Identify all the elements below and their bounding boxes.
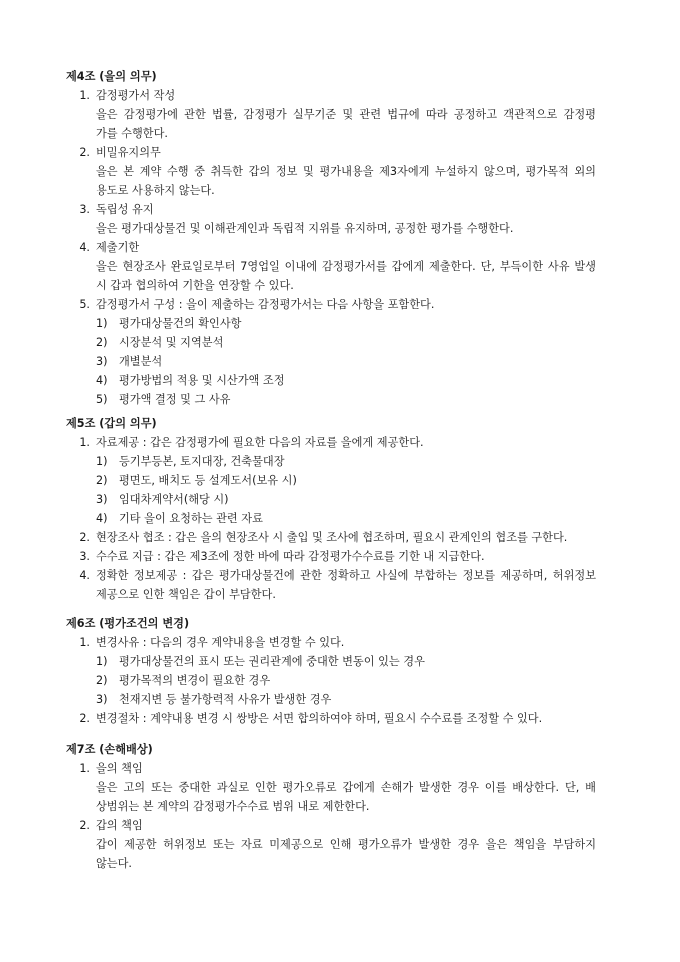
sub-item-text: 임대차계약서(해당 시) bbox=[119, 493, 229, 506]
clause-item bbox=[66, 238, 626, 295]
sub-item-text: 평가목적의 변경이 필요한 경우 bbox=[119, 674, 271, 687]
clause-heading: 수수료 지급 : 갑은 제3조에 정한 바에 따라 감정평가수수료를 기한 내 지급한다. bbox=[96, 550, 485, 563]
clause-text: 을은 평가대상물건 및 이해관계인과 독립적 지위를 유지하며, 공정한 평가를 수행한다. bbox=[96, 222, 514, 235]
clause-number: 2. bbox=[79, 819, 90, 832]
sub-item-number: 2) bbox=[96, 474, 108, 487]
clause-number: 1. bbox=[79, 762, 90, 775]
clause-heading: 갑의 책임 bbox=[96, 819, 143, 832]
sub-item bbox=[96, 333, 596, 352]
clause-item bbox=[66, 528, 626, 547]
sub-item-number: 5) bbox=[96, 393, 108, 406]
clause-text: 않는다. bbox=[96, 857, 132, 870]
sub-item-number: 3) bbox=[96, 693, 108, 706]
clause-item bbox=[66, 143, 626, 200]
clause-heading: 현장조사 협조 : 갑은 을의 현장조사 시 출입 및 조사에 협조하며, 필요시 관계인의 협조를 구한다. bbox=[96, 531, 568, 544]
clause-number: 2. bbox=[79, 531, 90, 544]
clause-text: 을은 본 계약 수행 중 취득한 갑의 정보 및 평가내용을 제3자에게 누설하지 않으며, 평가목적 외의 bbox=[96, 165, 596, 178]
sub-item-text: 평가대상물건의 표시 또는 권리관계에 중대한 변동이 있는 경우 bbox=[119, 655, 425, 668]
article-title: 제6조 (평가조건의 변경) bbox=[66, 617, 190, 630]
article-5 bbox=[66, 414, 626, 604]
article-6 bbox=[66, 614, 626, 728]
sub-item bbox=[96, 690, 596, 709]
sub-item-number: 4) bbox=[96, 374, 108, 387]
sub-item-text: 평가방법의 적용 및 시산가액 조정 bbox=[119, 374, 285, 387]
clause-text: 제공으로 인한 책임은 갑이 부담한다. bbox=[96, 588, 276, 601]
clause-heading: 변경절차 : 계약내용 변경 시 쌍방은 서면 합의하여야 하며, 필요시 수수료를 조정할 수 있다. bbox=[96, 712, 543, 725]
sub-item bbox=[96, 652, 596, 671]
clause-heading: 정확한 정보제공 : 갑은 평가대상물건에 관한 정확하고 사실에 부합하는 정보를 제공하며, 허위정보 bbox=[96, 569, 596, 582]
clause-item bbox=[66, 433, 626, 528]
sub-item-text: 시장분석 및 지역분석 bbox=[119, 336, 224, 349]
clause-item bbox=[66, 200, 626, 238]
article-title: 제5조 (갑의 의무) bbox=[66, 417, 157, 430]
clause-heading: 을의 책임 bbox=[96, 762, 143, 775]
clause-text: 을은 현장조사 완료일로부터 7영업일 이내에 감정평가서를 갑에게 제출한다. 단, 부득이한 사유 발생 bbox=[96, 260, 596, 273]
sub-item-text: 등기부등본, 토지대장, 건축물대장 bbox=[119, 455, 285, 468]
sub-item bbox=[96, 390, 596, 409]
clause-heading: 감정평가서 작성 bbox=[96, 89, 176, 102]
clause-item bbox=[66, 709, 626, 728]
clause-text: 용도로 사용하지 않는다. bbox=[96, 184, 215, 197]
clause-heading: 감정평가서 구성 : 을이 제출하는 감정평가서는 다음 사항을 포함한다. bbox=[96, 298, 435, 311]
sub-item-text: 개별분석 bbox=[119, 355, 163, 368]
sub-item-text: 기타 을이 요청하는 관련 자료 bbox=[119, 512, 263, 525]
clause-number: 1. bbox=[79, 89, 90, 102]
clause-item bbox=[66, 86, 626, 143]
clause-number: 3. bbox=[79, 203, 90, 216]
sub-item-text: 천재지변 등 불가항력적 사유가 발생한 경우 bbox=[119, 693, 332, 706]
clause-number: 3. bbox=[79, 550, 90, 563]
sub-item bbox=[96, 352, 596, 371]
clause-heading: 제출기한 bbox=[96, 241, 140, 254]
sub-item bbox=[96, 509, 596, 528]
article-4 bbox=[66, 67, 626, 409]
clause-number: 4. bbox=[79, 241, 90, 254]
sub-item bbox=[96, 371, 596, 390]
sub-item-number: 2) bbox=[96, 336, 108, 349]
sub-item-text: 평가액 결정 및 그 사유 bbox=[119, 393, 231, 406]
sub-item-number: 3) bbox=[96, 355, 108, 368]
clause-item bbox=[66, 547, 626, 566]
clause-text: 을은 감정평가에 관한 법률, 감정평가 실무기준 및 관련 법규에 따라 공정하고 객관적으로 감정평 bbox=[96, 108, 596, 121]
sub-item bbox=[96, 471, 596, 490]
clause-heading: 자료제공 : 갑은 감정평가에 필요한 다음의 자료를 을에게 제공한다. bbox=[96, 436, 424, 449]
article-title: 제4조 (을의 의무) bbox=[66, 70, 157, 83]
clause-item bbox=[66, 295, 626, 409]
sub-item-number: 4) bbox=[96, 512, 108, 525]
clause-number: 2. bbox=[79, 712, 90, 725]
clause-item bbox=[66, 633, 626, 709]
clause-text: 시 갑과 협의하여 기한을 연장할 수 있다. bbox=[96, 279, 294, 292]
sub-item-number: 1) bbox=[96, 317, 108, 330]
sub-item bbox=[96, 671, 596, 690]
clause-text: 갑이 제공한 허위정보 또는 자료 미제공으로 인해 평가오류가 발생한 경우 을은 책임을 부담하지 bbox=[96, 838, 596, 851]
clause-number: 5. bbox=[79, 298, 90, 311]
clause-number: 4. bbox=[79, 569, 90, 582]
sub-item-number: 1) bbox=[96, 455, 108, 468]
sub-item-number: 2) bbox=[96, 674, 108, 687]
article-7 bbox=[66, 740, 626, 873]
clause-text: 가를 수행한다. bbox=[96, 127, 168, 140]
sub-item-text: 평면도, 배치도 등 설계도서(보유 시) bbox=[119, 474, 297, 487]
clause-heading: 변경사유 : 다음의 경우 계약내용을 변경할 수 있다. bbox=[96, 636, 345, 649]
sub-item bbox=[96, 314, 596, 333]
sub-item-number: 1) bbox=[96, 655, 108, 668]
clause-number: 2. bbox=[79, 146, 90, 159]
sub-item-number: 3) bbox=[96, 493, 108, 506]
clause-heading: 독립성 유지 bbox=[96, 203, 154, 216]
article-title: 제7조 (손해배상) bbox=[66, 743, 153, 756]
sub-item bbox=[96, 490, 596, 509]
sub-item bbox=[96, 452, 596, 471]
clause-item bbox=[66, 566, 626, 604]
sub-item-text: 평가대상물건의 확인사항 bbox=[119, 317, 242, 330]
clause-heading: 비밀유지의무 bbox=[96, 146, 161, 159]
clause-item bbox=[66, 759, 626, 816]
clause-text: 상범위는 본 계약의 감정평가수수료 범위 내로 제한한다. bbox=[96, 800, 370, 813]
clause-text: 을은 고의 또는 중대한 과실로 인한 평가오류로 갑에게 손해가 발생한 경우 이를 배상한다. 단, 배 bbox=[96, 781, 596, 794]
clause-item bbox=[66, 816, 626, 873]
clause-number: 1. bbox=[79, 636, 90, 649]
clause-number: 1. bbox=[79, 436, 90, 449]
